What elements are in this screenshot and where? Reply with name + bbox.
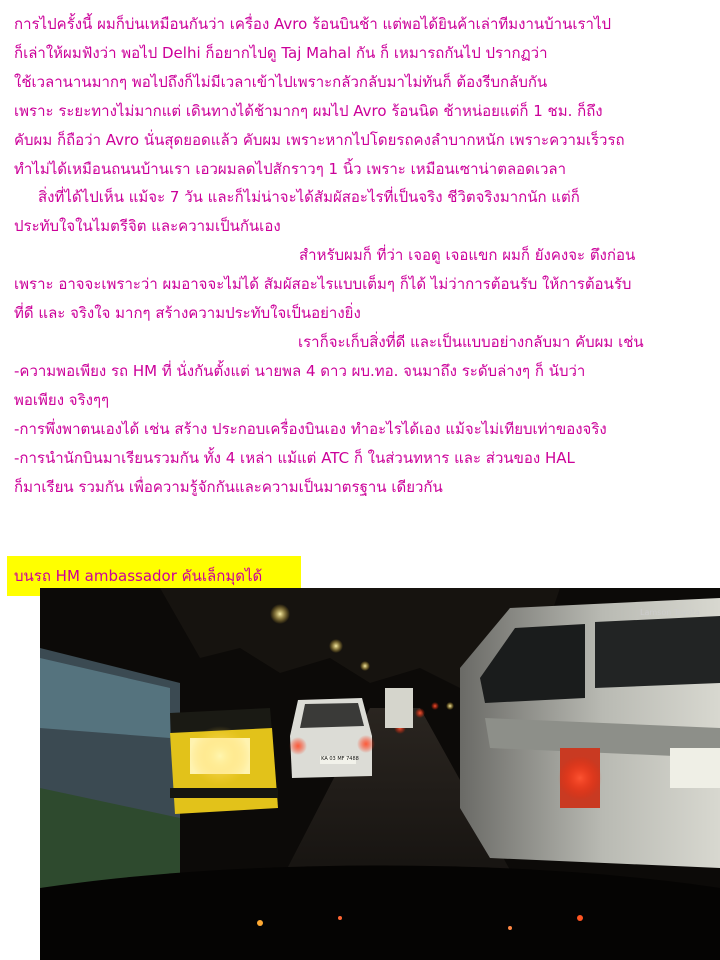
article-line: ใช้เวลานานมากๆ พอไปถึงก็ไม่มีเวลาเข้าไปเพราะกลัวกลับมาไม่ทันก็ ต้องรีบกลับกัน: [14, 72, 548, 91]
article-line: -การนำนักบินมาเรียนรวมกัน ทั้ง 4 เหล่า แม้แต่ ATC ก็ ในส่วนทหาร และ ส่วนของ HAL: [14, 448, 575, 467]
article-text: [14, 10, 714, 501]
article-line: สิ่งที่ได้ไปเห็น แม้จะ 7 วัน และก็ไม่น่าจะได้สัมผัสอะไรที่เป็นจริง ชีวิตจริงมากนัก แต่ก็: [38, 188, 580, 207]
article-line: ก็เล่าให้ผมฟังว่า พอไป Delhi ก็อยากไปดู Taj Mahal กัน ก็ เหมารถกันไป ปรากฏว่า: [14, 43, 548, 62]
traffic-photo-scene: [40, 588, 720, 960]
article-line: การไปครั้งนี้ ผมก็บ่นเหมือนกันว่า เครื่อง Avro ร้อนบินช้า แต่พอได้ยินค้าเล่าทีมงานบ้านเราไป: [14, 15, 612, 33]
article-line: ที่ดี และ จริงใจ มากๆ สร้างความประทับใจเป็นอย่างยิ่ง: [14, 304, 361, 323]
article-line: พอเพียง จริงๆๆ: [14, 390, 110, 409]
photo-caption-text: บนรถ HM ambassador คันเล็กมุดได้: [14, 567, 263, 585]
article-line: เพราะ อาจจะเพราะว่า ผมอาจจะไม่ได้ สัมผัสอะไรแบบเต็มๆ ก็ได้ ไม่ว่าการต้อนรับ ให้การต้อนรับ: [14, 275, 632, 294]
article-line: เราก็จะเก็บสิ่งที่ดี และเป็นแบบอย่างกลับมา คับผม เช่น: [298, 332, 644, 351]
article-line: ก็มาเรียน รวมกัน เพื่อความรู้จักกันและความเป็นมาตรฐาน เดียวกัน: [14, 477, 443, 496]
article-line: คับผม ก็ถือว่า Avro นั่นสุดยอดแล้ว คับผม เพราะหากไปโดยรถคงลำบากหนัก เพราะความเร็วรถ: [14, 130, 625, 149]
article-line: เพราะ ระยะทางไม่มากแต่ เดินทางได้ช้ามากๆ ผมไป Avro ร้อนนิด ช้าหน่อยแต่ก็ 1 ชม. ก็ถึง: [14, 101, 603, 120]
article-line: -การพึ่งพาตนเองได้ เช่น สร้าง ประกอบเครื่องบินเอง ทำอะไรได้เอง แม้จะไม่เทียบเท่าของจริง: [14, 419, 607, 438]
article-line: ทำไม่ได้เหมือนถนนบ้านเรา เอวผมลดไปสักราวๆ 1 นิ้ว เพราะ เหมือนเซาน่าตลอดเวลา: [14, 159, 567, 178]
article-line: สำหรับผมก็ ที่ว่า เจอดู เจอแขก ผมก็ ยังคงจะ ตึงก่อน: [299, 246, 636, 265]
article-line: ประทับใจในไมตรีจิต และความเป็นกันเอง: [14, 217, 281, 236]
front-car-plate: KA 03 MF 7488: [321, 756, 359, 762]
article-line: -ความพอเพียง รถ HM ที่ นั่งกันตั้งแต่ นายพล 4 ดาว ผบ.ทอ. จนมาถึง ระดับล่างๆ ก็ นับว่า: [14, 361, 586, 380]
traffic-photo: [40, 588, 720, 960]
suv-window-sticker: Lamson Toyota: [640, 608, 700, 617]
